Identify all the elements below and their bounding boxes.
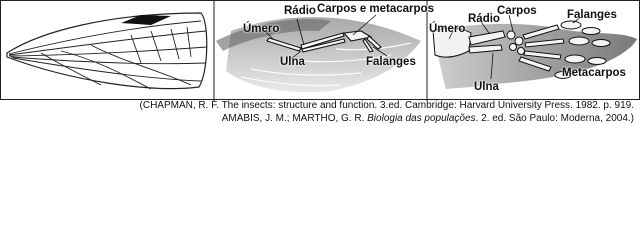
bird-label-falanges: Falanges [366,56,416,68]
bat-carpal-4 [518,48,525,55]
citation-publisher: . 2. ed. São Paulo: Moderna, 2004.) [475,112,634,124]
bat-carpal-2 [515,37,523,45]
bird-label-carpos-metacarpos: Carpos e metacarpos [317,3,434,15]
bat-phalanx-3 [569,37,589,45]
bat-phalanx-6 [588,58,606,65]
source-citation [140,100,634,125]
bird-label-ulna: Ulna [280,56,305,68]
bat-label-radio: Rádio [468,13,500,25]
bat-phalanx-1 [561,21,581,29]
bat-label-umero: Úmero [429,23,466,35]
bat-phalanx-4 [592,40,610,47]
wing-comparison-figure [0,0,640,100]
bat-label-ulna: Ulna [474,81,499,93]
insect-wing-drawing [7,13,207,89]
bat-carpal-3 [510,44,517,51]
citation-line-1: (CHAPMAN, R. F. The insects: structure and function. 3.ed. Cambridge: Harvard University Press. 1982. p. 919. [139,100,634,111]
citation-book-title: Biologia das populações [367,112,476,124]
bat-label-carpos: Carpos [497,5,537,17]
bat-label-falanges: Falanges [567,9,617,21]
bird-label-radio: Rádio [284,5,316,17]
bat-label-metacarpos: Metacarpos [562,67,626,79]
figure-drawing [1,1,640,101]
bat-phalanx-2 [582,28,600,35]
bat-carpal-1 [507,31,515,39]
bat-phalanx-5 [565,55,585,63]
insect-wing-stigma [121,15,171,25]
citation-authors: AMABIS, J. M.; MARTHO, G. R. [221,112,365,124]
citation-line-2 [140,113,634,126]
bird-label-umero: Úmero [243,23,280,35]
